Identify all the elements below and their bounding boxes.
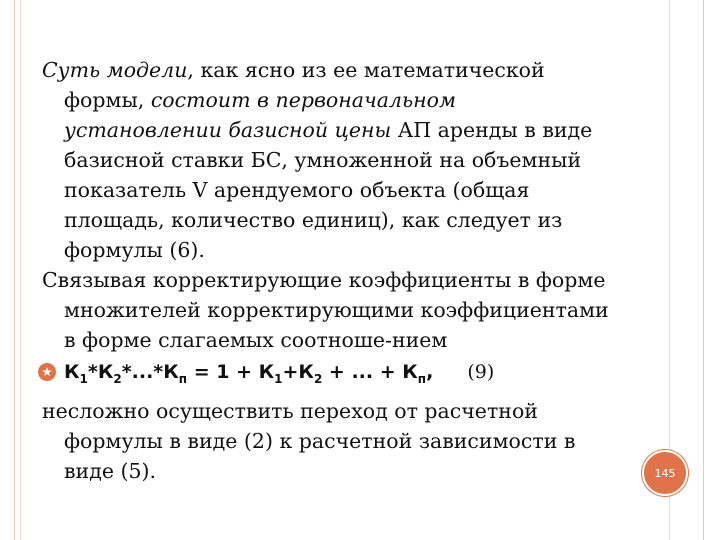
page-number-badge (642, 450, 688, 496)
paragraph-coefficients: Связывая корректирующие коэффициенты в форме множителей корректирующими коэффициентами в форме слагаемых соотноше-нием (42, 268, 609, 352)
formula-sub-1: 1 (79, 371, 88, 386)
formula-plus: +К (282, 361, 314, 383)
model-essence-text-1: , как ясно из ее математической формы, (64, 58, 545, 112)
paragraph-model-essence (42, 55, 617, 265)
formula-k2: К (97, 361, 114, 383)
star-bullet-icon (38, 363, 56, 381)
formula-dots: + ... + К (322, 361, 418, 383)
paragraph-transition: несложно осуществить переход от расчетной формулы в виде (2) к расчетной зависимости в виде (5). (42, 398, 576, 483)
page-number: 145 (654, 466, 676, 480)
model-essence-emphasis: состоит в первоначальном установлении базисной цены (64, 88, 456, 142)
formula-sub-2: 2 (113, 371, 122, 386)
formula-comma: , (426, 361, 434, 383)
slide-content (42, 55, 617, 486)
formula-k1: К (64, 361, 80, 383)
formula-sub-1b: 1 (274, 371, 283, 386)
formula-mid: *...*К (121, 361, 179, 383)
formula-9 (42, 355, 617, 396)
formula-sub-2b: 2 (313, 371, 323, 386)
formula-eq: = 1 + К (187, 361, 275, 383)
formula-star: * (87, 361, 98, 383)
model-essence-term: Суть модели (42, 58, 188, 82)
formula-sub-nb: п (417, 371, 427, 386)
equation-number: (9) (467, 361, 495, 383)
model-essence-text-2: АП аренды в виде базисной ставки БС, умноженной на объемный показатель V арендуемого объекта (общая площадь, количество единиц), как следует из формулы (6). (64, 118, 593, 262)
formula-sub-n: п (178, 371, 188, 386)
